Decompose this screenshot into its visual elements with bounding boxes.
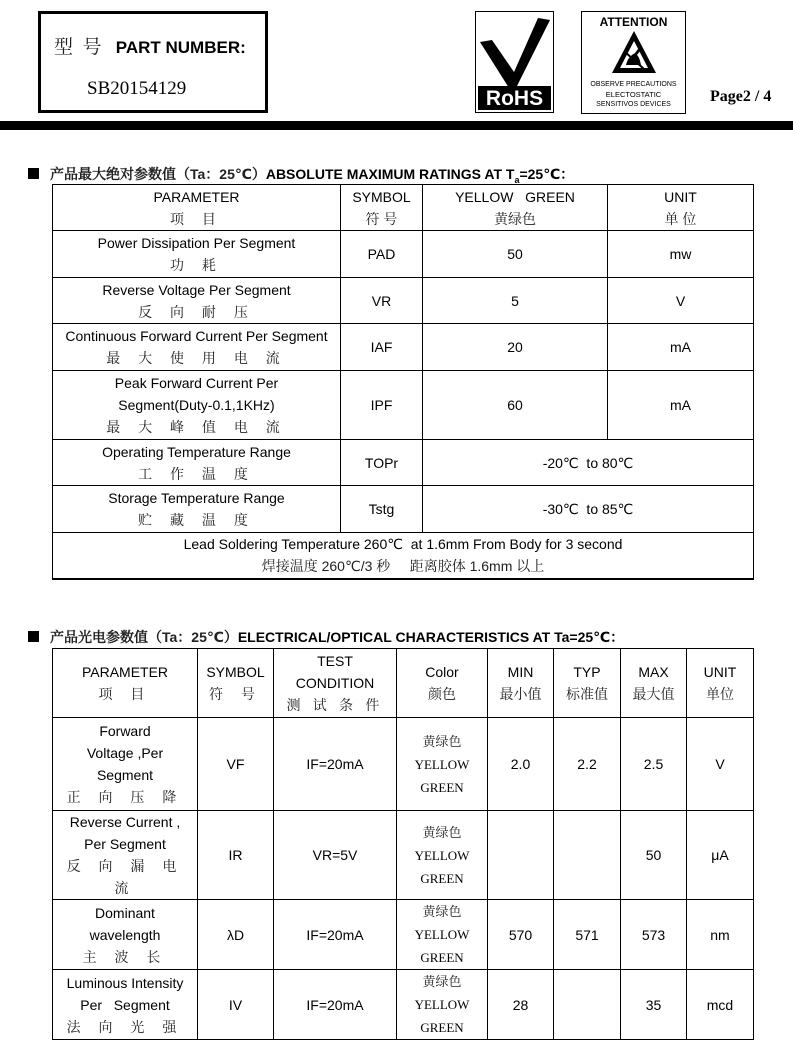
table-header-row — [53, 185, 754, 231]
header-color: Color 颜色 — [397, 649, 488, 718]
unit-cell: V — [687, 718, 754, 811]
page-number: Page2 / 4 — [710, 88, 772, 105]
unit-cell: mcd — [687, 970, 754, 1040]
range-cell: -30℃ to 85℃ — [423, 486, 754, 533]
max-cell: 573 — [621, 900, 687, 970]
header-value: YELLOW GREEN 黄绿色 — [423, 185, 608, 231]
section-title-electrical-optical: 产品光电参数值（Ta：25℃）ELECTRICAL/OPTICAL CHARACTERISTICS AT Ta=25℃： — [28, 627, 624, 647]
table-row — [53, 970, 754, 1040]
symbol-cell: VR — [341, 278, 423, 324]
header-unit: UNIT 单 位 — [608, 185, 754, 231]
value-cell: 50 — [423, 231, 608, 278]
symbol-cell: IAF — [341, 324, 423, 371]
symbol-cell: TOPr — [341, 440, 423, 486]
color-cell: 黄绿色 YELLOW GREEN — [397, 900, 488, 970]
symbol-cell: IPF — [341, 371, 423, 440]
condition-cell: IF=20mA — [274, 900, 397, 970]
table-header-row — [53, 649, 754, 718]
header-divider-bar — [0, 121, 793, 130]
unit-cell: V — [608, 278, 754, 324]
attention-line-1: OBSERVE PRECAUTIONS — [590, 81, 677, 88]
typ-cell: 2.2 — [554, 718, 621, 811]
table-row — [53, 278, 754, 324]
part-label-en: PART NUMBER: — [115, 38, 246, 57]
unit-cell: μA — [687, 811, 754, 900]
param-cell: Luminous Intensity Per Segment 法 向 光 强 — [53, 970, 198, 1040]
min-cell — [488, 811, 554, 900]
min-cell: 28 — [488, 970, 554, 1040]
header-min: MIN 最小值 — [488, 649, 554, 718]
table-footer-row — [53, 533, 754, 579]
attention-title: ATTENTION — [599, 15, 668, 29]
electrical-optical-table — [52, 648, 754, 1040]
part-number-box — [38, 11, 268, 113]
max-cell: 35 — [621, 970, 687, 1040]
param-cell: Operating Temperature Range 工 作 温 度 — [53, 440, 341, 486]
part-label-cn: 型号 — [54, 37, 112, 58]
symbol-cell: λD — [198, 900, 274, 970]
max-cell: 50 — [621, 811, 687, 900]
param-cell: Continuous Forward Current Per Segment 最 大 使 用 电 流 — [53, 324, 341, 371]
header-symbol: SYMBOL 符 号 — [198, 649, 274, 718]
condition-cell: IF=20mA — [274, 718, 397, 811]
symbol-cell: IR — [198, 811, 274, 900]
value-cell: 5 — [423, 278, 608, 324]
header-typ: TYP 标准值 — [554, 649, 621, 718]
min-cell: 2.0 — [488, 718, 554, 811]
max-cell: 2.5 — [621, 718, 687, 811]
value-cell: 20 — [423, 324, 608, 371]
esd-attention-label — [581, 11, 686, 114]
param-cell: Power Dissipation Per Segment 功 耗 — [53, 231, 341, 278]
typ-cell — [554, 970, 621, 1040]
bullet-square-icon — [28, 168, 39, 179]
table-row — [53, 440, 754, 486]
soldering-note: Lead Soldering Temperature 260℃ at 1.6mm From Body for 3 second 焊接温度 260℃/3 秒 距离胶体 1.6mm 以上 — [53, 533, 754, 579]
range-cell: -20℃ to 80℃ — [423, 440, 754, 486]
unit-cell: nm — [687, 900, 754, 970]
attention-line-2: ELECTOSTATIC — [605, 90, 662, 99]
symbol-cell: Tstg — [341, 486, 423, 533]
rohs-logo — [475, 11, 554, 113]
table-row — [53, 811, 754, 900]
esd-warning-icon — [610, 29, 658, 77]
value-cell: 60 — [423, 371, 608, 440]
symbol-cell: IV — [198, 970, 274, 1040]
param-cell: Reverse Current , Per Segment 反 向 漏 电 流 — [53, 811, 198, 900]
part-number-label — [54, 32, 246, 59]
color-cell: 黄绿色 YELLOW GREEN — [397, 718, 488, 811]
unit-cell: mA — [608, 324, 754, 371]
section-title-absolute-ratings: 产品最大绝对参数值（Ta：25℃）ABSOLUTE MAXIMUM RATINGS AT $T_a=25℃$： — [28, 164, 574, 185]
param-cell: Reverse Voltage Per Segment 反 向 耐 压 — [53, 278, 341, 324]
typ-cell: 571 — [554, 900, 621, 970]
header-unit: UNIT 单位 — [687, 649, 754, 718]
typ-cell — [554, 811, 621, 900]
symbol-cell: PAD — [341, 231, 423, 278]
table-row — [53, 371, 754, 440]
min-cell: 570 — [488, 900, 554, 970]
header-symbol: SYMBOL 符 号 — [341, 185, 423, 231]
rohs-check-icon — [476, 12, 553, 112]
rohs-text: RoHS — [485, 87, 544, 110]
table-row — [53, 718, 754, 811]
param-cell: Forward Voltage ,Per Segment 正 向 压 降 — [53, 718, 198, 811]
unit-cell: mw — [608, 231, 754, 278]
symbol-cell: VF — [198, 718, 274, 811]
color-cell: 黄绿色 YELLOW GREEN — [397, 811, 488, 900]
attention-line-3: SENSITIVOS DEVICES — [596, 101, 671, 108]
unit-cell: mA — [608, 371, 754, 440]
absolute-ratings-table — [52, 184, 754, 580]
param-cell: Peak Forward Current Per Segment(Duty-0.1,1KHz) 最 大 峰 值 电 流 — [53, 371, 341, 440]
param-cell: Storage Temperature Range 贮 藏 温 度 — [53, 486, 341, 533]
condition-cell: VR=5V — [274, 811, 397, 900]
header-max: MAX 最大值 — [621, 649, 687, 718]
header-condition: TEST CONDITION 测 试 条 件 — [274, 649, 397, 718]
param-cell: Dominant wavelength 主 波 长 — [53, 900, 198, 970]
table-row — [53, 324, 754, 371]
condition-cell: IF=20mA — [274, 970, 397, 1040]
header-parameter: PARAMETER 项 目 — [53, 649, 198, 718]
table-row — [53, 486, 754, 533]
table-row — [53, 900, 754, 970]
part-number-value: SB20154129 — [87, 78, 187, 99]
table-row — [53, 231, 754, 278]
color-cell: 黄绿色 YELLOW GREEN — [397, 970, 488, 1040]
bullet-square-icon — [28, 631, 39, 642]
header-parameter: PARAMETER 项 目 — [53, 185, 341, 231]
